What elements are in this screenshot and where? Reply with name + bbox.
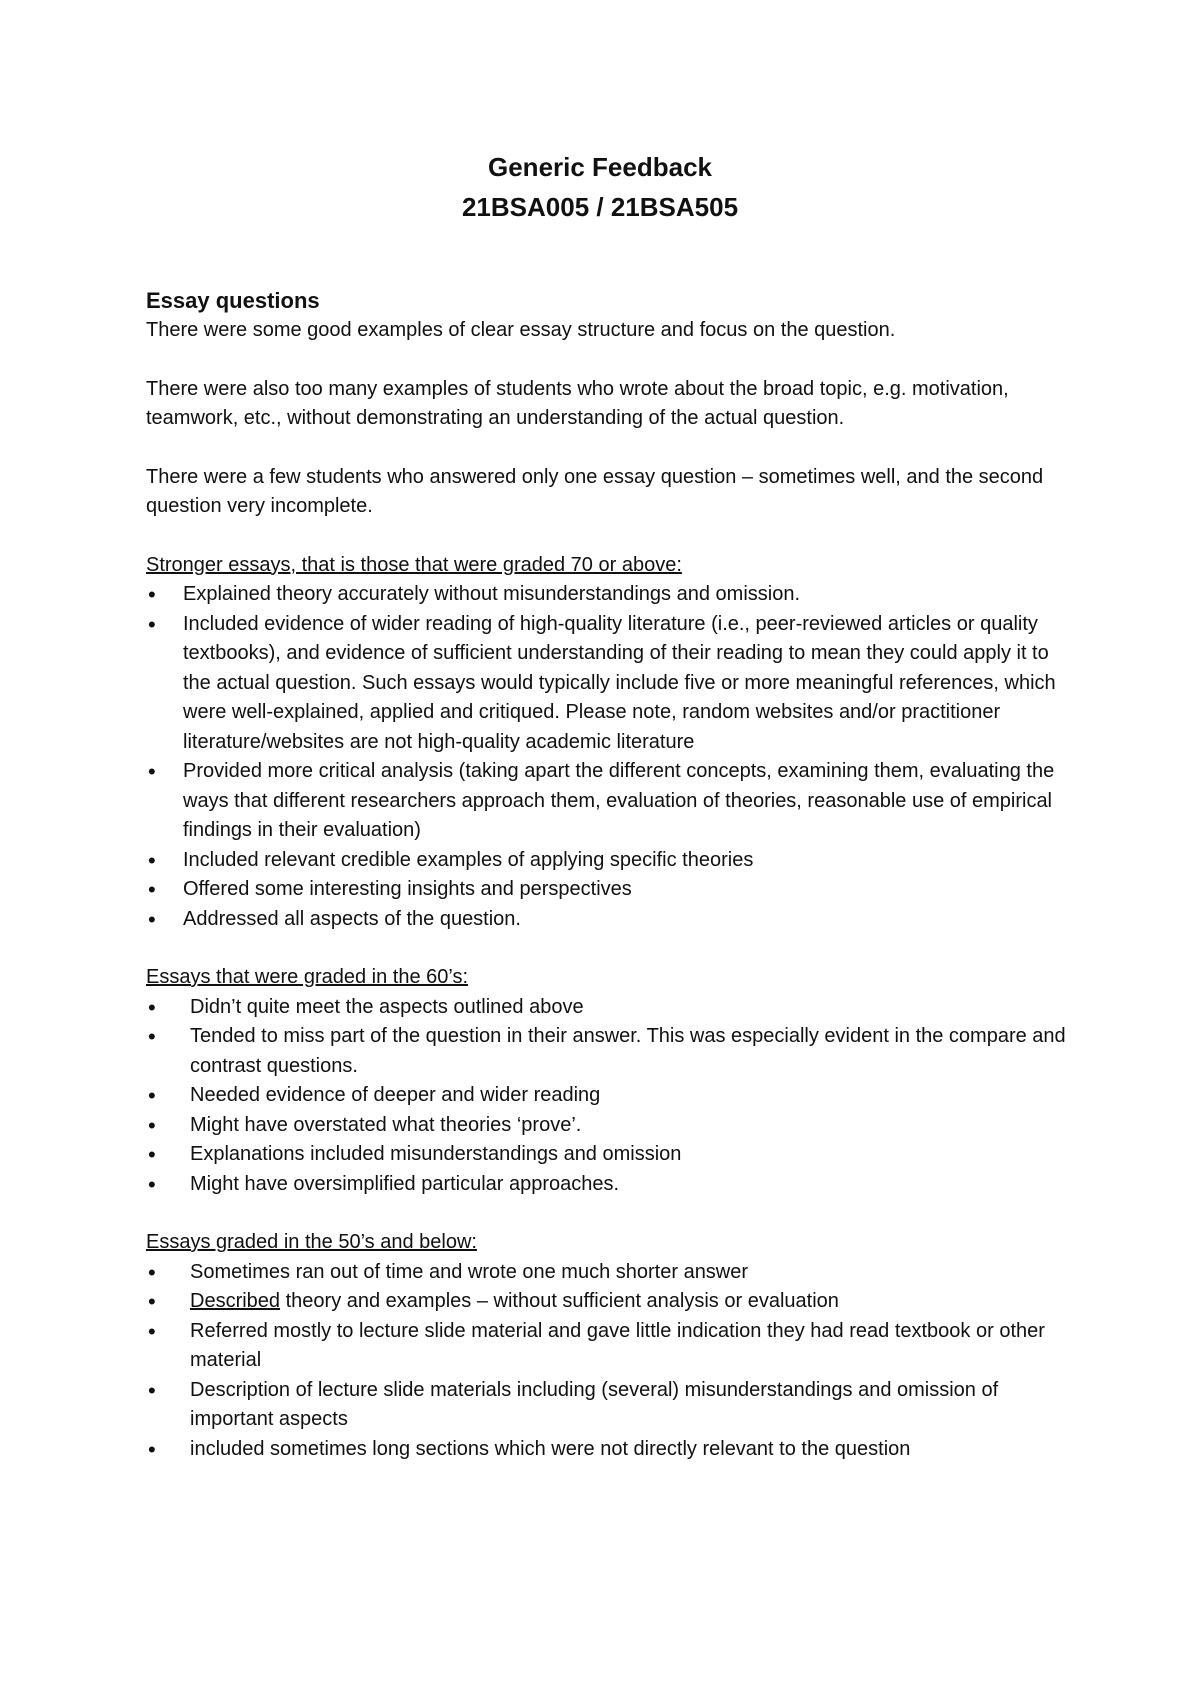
sixties-essays-list [146,993,1076,1200]
subheading-stronger-essays: Stronger essays, that is those that were graded 70 or above: [146,553,682,576]
list-item: • Might have overstated what theories ‘prove’. [146,1111,1076,1141]
list-item: • Description of lecture slide materials including (several) misunderstandings and omission of important aspects [146,1376,1076,1435]
list-item: • included sometimes long sections which were not directly relevant to the question [146,1435,1076,1465]
list-item: • Included relevant credible examples of applying specific theories [146,846,1076,876]
fifties-essays-list [146,1258,1076,1465]
list-item: • Tended to miss part of the question in their answer. This was especially evident in the compare and contrast questions. [146,1022,1076,1081]
emphasis-described: Described [190,1290,281,1312]
list-item: • Included evidence of wider reading of high-quality literature (i.e., peer-reviewed articles or quality textbooks), and evidence of sufficient understanding of their reading to mean they could apply it to the actual question. Such essays would typically include five or more meaningful references, which were well-explained, applied and critiqued. Please note, random websites and/or practitioner literature/websites are not high-quality academic literature [146,610,1076,758]
stronger-essays-list [146,580,1076,934]
list-item: • Explained theory accurately without misunderstandings and omission. [146,580,1076,610]
page-title: Generic Feedback [488,152,712,182]
paragraph-broad-topic: There were also too many examples of students who wrote about the broad topic, e.g. motivation, teamwork, etc., without demonstrating an understanding of the actual question. [146,377,1009,429]
list-item: • Referred mostly to lecture slide material and gave little indication they had read textbook or other material [146,1317,1076,1376]
list-item: • Offered some interesting insights and perspectives [146,875,1076,905]
module-codes: 21BSA005 / 21BSA505 [461,192,739,222]
list-item: • Needed evidence of deeper and wider reading [146,1081,1076,1111]
list-item [146,1287,1076,1317]
paragraph-good-examples: There were some good examples of clear essay structure and focus on the question. [146,319,896,341]
list-item: • Addressed all aspects of the question. [146,905,1076,935]
list-item: • Didn’t quite meet the aspects outlined above [146,993,1076,1023]
list-item-text: theory and examples – without sufficient analysis or evaluation [280,1290,839,1312]
section-heading-essay-questions: Essay questions [146,288,320,313]
subheading-fifties-essays: Essays graded in the 50’s and below: [146,1231,477,1253]
list-item: • Explanations included misunderstandings and omission [146,1140,1076,1170]
list-item: • Sometimes ran out of time and wrote one much shorter answer [146,1258,1076,1288]
subheading-sixties-essays: Essays that were graded in the 60’s: [146,966,469,988]
paragraph-one-question: There were a few students who answered only one essay question – sometimes well, and the second question very incomplete. [146,465,1044,517]
document-body [146,286,1076,1464]
list-item: • Might have oversimplified particular approaches. [146,1170,1076,1200]
list-item: • Provided more critical analysis (taking apart the different concepts, examining them, evaluating the ways that different researchers approach them, evaluation of theories, reasonable use of empirical findings in their evaluation) [146,757,1076,846]
